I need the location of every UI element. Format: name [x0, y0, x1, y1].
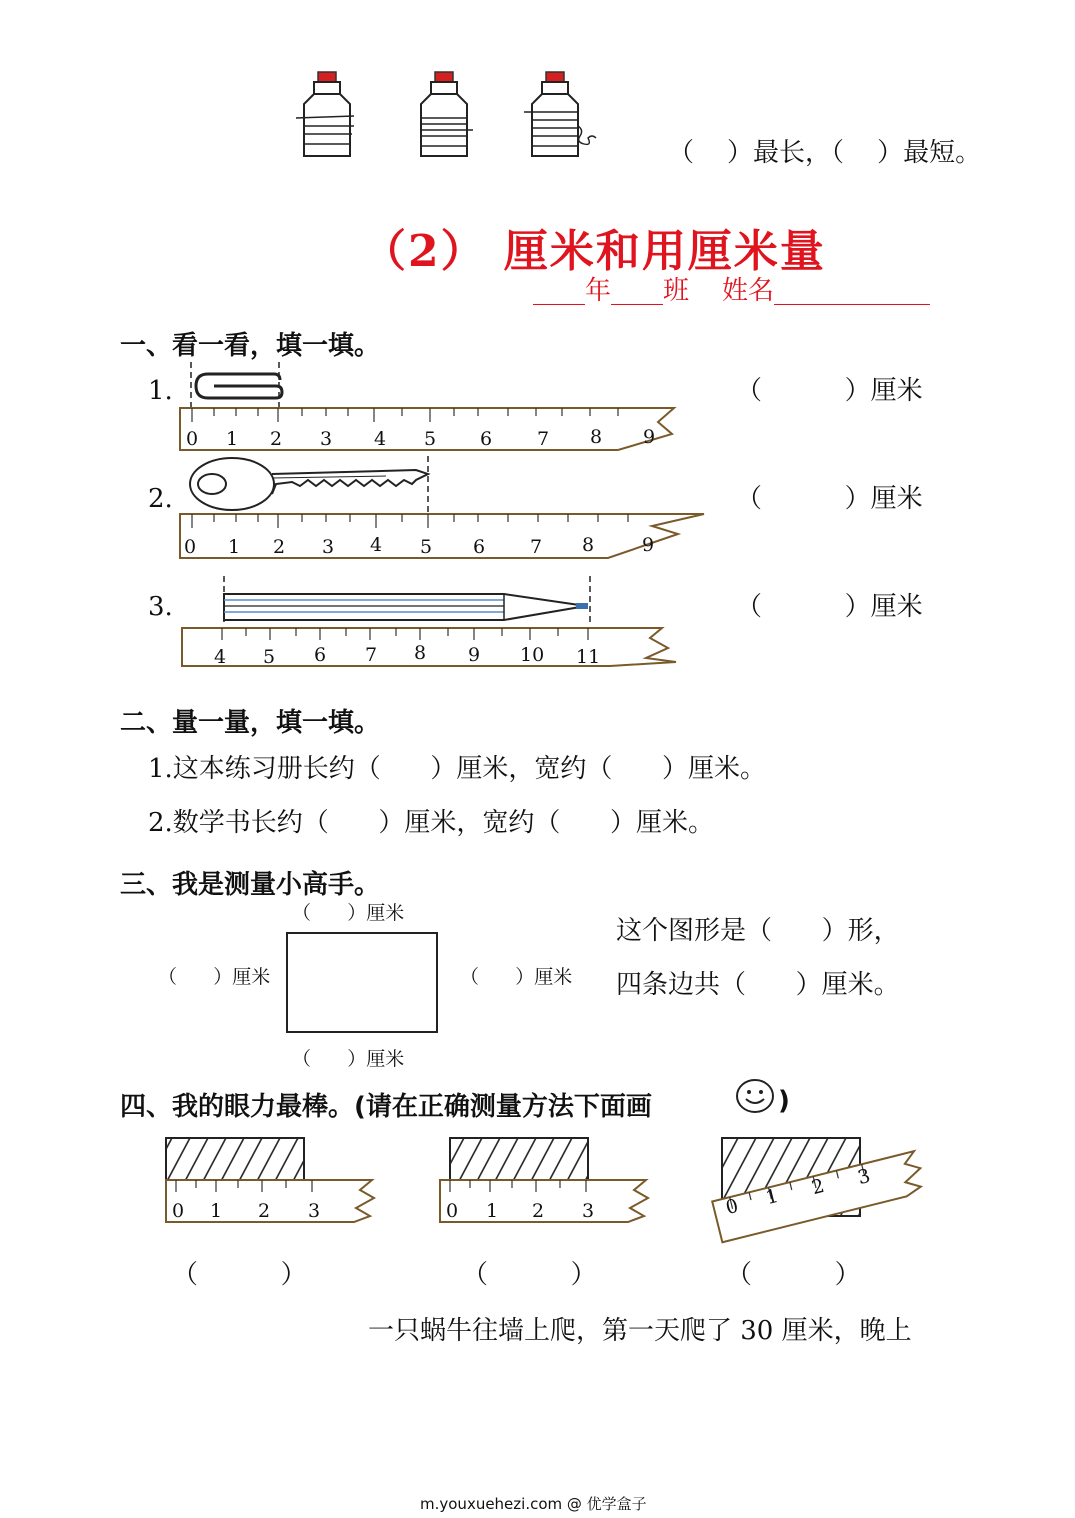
section3-question2: 四条边共（ ）厘米。	[616, 970, 900, 1000]
bottle-a	[296, 72, 354, 156]
ruler1-tick-5: 5	[424, 428, 437, 450]
ruler1-tick-4: 4	[374, 428, 387, 450]
item1-answer[interactable]: （ ）厘米	[736, 376, 923, 406]
fig-c-tick-0: 0	[723, 1194, 741, 1220]
section4-heading: 四、我的眼力最棒。(请在正确测量方法下面画	[120, 1092, 652, 1122]
ruler3-tick-11: 11	[576, 646, 601, 668]
ruler2-tick-7: 7	[530, 536, 543, 558]
answer-b[interactable]: （ ）	[462, 1260, 597, 1290]
fig-a-tick-1: 1	[210, 1200, 223, 1222]
section4-heading-end: )	[778, 1086, 790, 1116]
rect-top-label[interactable]: （ ）厘米	[292, 902, 405, 924]
rect-bottom-label[interactable]: （ ）厘米	[292, 1048, 405, 1070]
pencil-icon	[220, 574, 600, 630]
section3-heading: 三、我是测量小高手。	[120, 870, 381, 900]
item2-answer[interactable]: （ ）厘米	[736, 484, 923, 514]
snail-problem-text: 一只蜗牛往墙上爬，第一天爬了 30 厘米，晚上	[368, 1316, 912, 1346]
student-info-line: ____年____班 姓名____________	[533, 276, 931, 306]
fig-b-tick-1: 1	[486, 1200, 499, 1222]
item2-number: 2.	[148, 484, 173, 514]
fig-a-tick-0: 0	[172, 1200, 185, 1222]
measure-rectangle	[286, 932, 438, 1033]
ruler1-tick-8: 8	[590, 426, 603, 448]
ruler-2	[178, 512, 708, 560]
fig-c-tick-1: 1	[763, 1184, 781, 1210]
ruler3-tick-4: 4	[214, 646, 227, 668]
ruler3-tick-9: 9	[468, 644, 481, 666]
ruler3-tick-5: 5	[263, 646, 276, 668]
bottles-illustration	[290, 68, 620, 163]
fig-b-tick-0: 0	[446, 1200, 459, 1222]
ruler2-tick-0: 0	[184, 536, 197, 558]
bottle-b	[421, 72, 473, 156]
section3-question1: 这个图形是（ ）形，	[616, 916, 900, 946]
ruler2-tick-3: 3	[322, 536, 335, 558]
section2-line2: 2.数学书长约（ ）厘米，宽约（ ）厘米。	[148, 808, 714, 838]
measure-figure-b	[438, 1136, 653, 1226]
section2-heading: 二、量一量，填一填。	[120, 708, 381, 738]
ruler3-tick-8: 8	[414, 642, 427, 664]
page-title: （2） 厘米和用厘米量	[362, 226, 826, 277]
ruler1-tick-3: 3	[320, 428, 333, 450]
measure-figure-a	[164, 1136, 379, 1226]
ruler2-tick-5: 5	[420, 536, 433, 558]
fig-a-tick-2: 2	[258, 1200, 271, 1222]
ruler2-tick-8: 8	[582, 534, 595, 556]
footer-watermark: m.youxuehezi.com @ 优学盒子	[420, 1495, 647, 1513]
ruler2-tick-2: 2	[273, 536, 286, 558]
ruler2-tick-1: 1	[228, 536, 241, 558]
rect-right-label[interactable]: （ ）厘米	[460, 966, 573, 988]
item3-number: 3.	[148, 592, 173, 622]
fig-b-tick-3: 3	[582, 1200, 595, 1222]
ruler1-tick-1: 1	[226, 428, 239, 450]
section2-line1: 1.这本练习册长约（ ）厘米，宽约（ ）厘米。	[148, 754, 766, 784]
key-icon	[186, 454, 436, 516]
rect-left-label[interactable]: （ ）厘米	[158, 966, 271, 988]
fig-c-tick-2: 2	[809, 1174, 827, 1200]
item1-number: 1.	[148, 376, 173, 406]
answer-c[interactable]: （ ）	[726, 1260, 861, 1290]
item3-answer[interactable]: （ ）厘米	[736, 592, 923, 622]
bottle-c	[524, 72, 596, 156]
smiley-icon	[735, 1078, 775, 1114]
ruler2-tick-9: 9	[642, 534, 655, 556]
ruler1-tick-0: 0	[186, 428, 199, 450]
fig-c-tick-3: 3	[855, 1164, 873, 1190]
longest-shortest-question: （ ）最长，（ ）最短。	[668, 138, 982, 168]
ruler2-tick-4: 4	[370, 534, 383, 556]
section1-heading: 一、看一看，填一填。	[120, 331, 381, 361]
ruler1-tick-2: 2	[270, 428, 283, 450]
ruler1-tick-9: 9	[643, 426, 656, 448]
paperclip-icon	[190, 360, 290, 410]
fig-a-tick-3: 3	[308, 1200, 321, 1222]
ruler1-tick-6: 6	[480, 428, 493, 450]
answer-a[interactable]: （ ）	[172, 1260, 307, 1290]
ruler2-tick-6: 6	[473, 536, 486, 558]
ruler3-tick-10: 10	[520, 644, 545, 666]
ruler3-tick-7: 7	[365, 644, 378, 666]
ruler1-tick-7: 7	[537, 428, 550, 450]
fig-b-tick-2: 2	[532, 1200, 545, 1222]
ruler3-tick-6: 6	[314, 644, 327, 666]
ruler-3	[180, 626, 680, 668]
